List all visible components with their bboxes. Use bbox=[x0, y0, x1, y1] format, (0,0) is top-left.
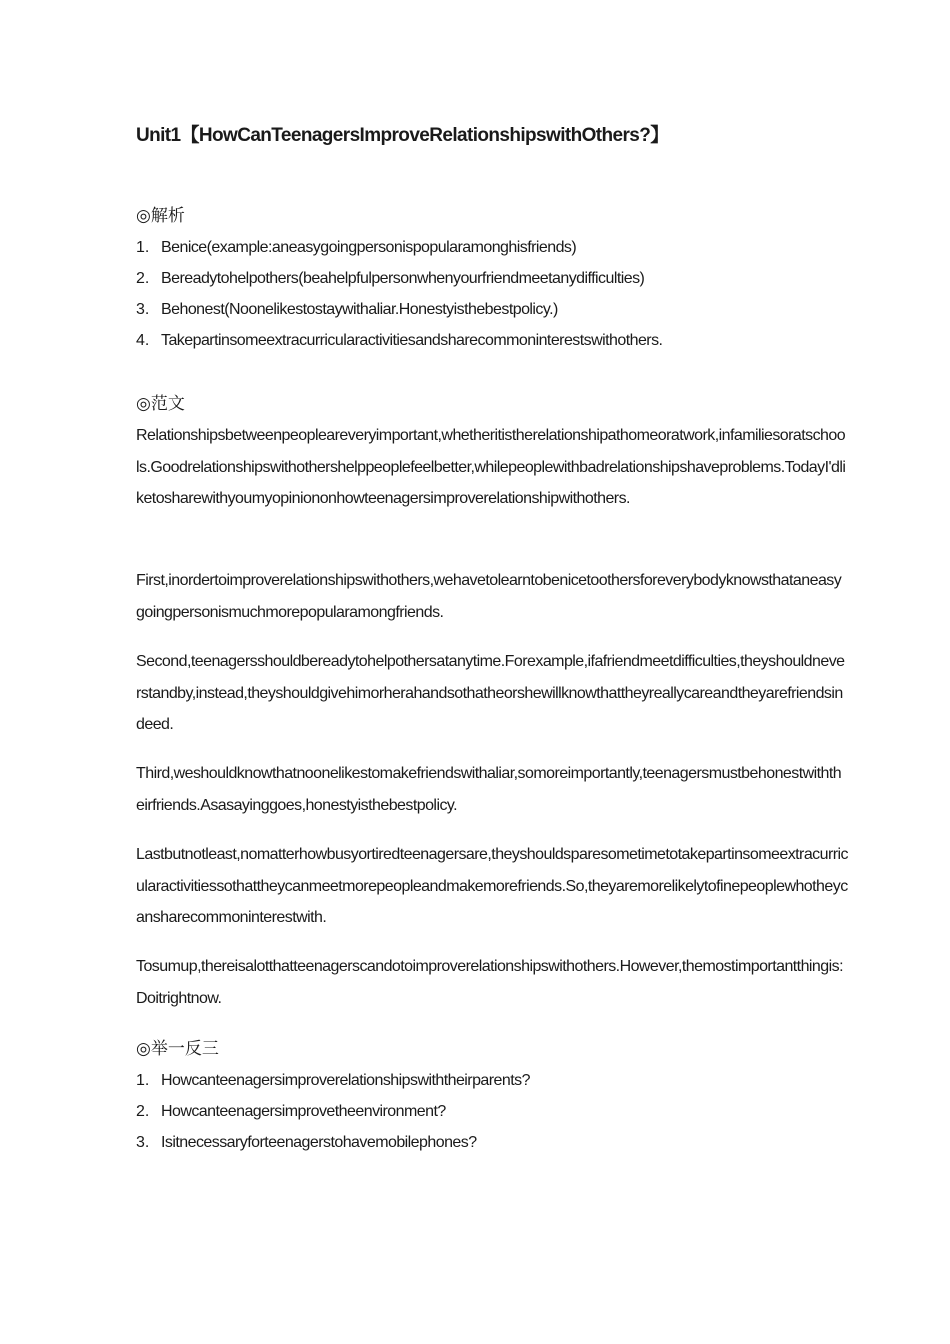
analysis-list bbox=[136, 232, 662, 356]
list-text: Benice(example:aneasygoingpersonispopularamonghisfriends) bbox=[161, 239, 577, 256]
list-text: Howcanteenagersimprovetheenvironment? bbox=[161, 1103, 446, 1120]
practice-list bbox=[136, 1065, 530, 1158]
list-number: 1. bbox=[136, 1072, 150, 1089]
list-number: 2. bbox=[136, 270, 150, 287]
list-text: Takepartinsomeextracurricularactivitiesandsharecommoninterestswithothers. bbox=[161, 332, 663, 349]
practice-heading: ◎举一反三 bbox=[136, 1039, 219, 1059]
essay-paragraph: Second,teenagersshouldbereadytohelpothersatanytime.Forexample,ifafriendmeetdifficulties,theyshouldneverstandby,instead,theyshouldgivehimorherahandsothatheorshewillknowthattheyreallycareandtheyarefriendsindeed. bbox=[136, 653, 845, 733]
list-text: Howcanteenagersimproverelationshipswiththeirparents? bbox=[161, 1072, 530, 1089]
essay-heading: ◎范文 bbox=[136, 394, 185, 414]
list-number: 3. bbox=[136, 1134, 150, 1151]
essay-paragraph: Tosumup,thereisalotthatteenagerscandotoimproverelationshipswithothers.However,themostimportantthingis:Doitrightnow. bbox=[136, 958, 843, 1007]
essay-paragraph: Lastbutnotleast,nomatterhowbusyortiredteenagersare,theyshouldsparesometimetotakepartinsomeextracurricularactivitiessothattheycanmeetmorepeopleandmakemorefriends.So,theyaremorelikelytofinepeoplewhotheycansharecommoninterestwith. bbox=[136, 846, 848, 926]
list-text: Behonest(Noonelikestostaywithaliar.Honestyisthebestpolicy.) bbox=[161, 301, 558, 318]
list-item bbox=[136, 263, 662, 294]
list-item bbox=[136, 294, 662, 325]
essay-paragraph: Relationshipsbetweenpeopleareveryimportant,whetheritistherelationshipathomeoratwork,infamiliesoratschools.Goodrelationshipswithothershelppeoplefeelbetter,whilepeoplewithbadrelationshipshaveproblems.TodayI'dliketosharewithyoumyopiniononhowteenagersimproverelationshipwithothers. bbox=[136, 427, 846, 507]
page-title: Unit1【HowCanTeenagersImproveRelationshipswithOthers?】 bbox=[136, 125, 669, 146]
list-text: Bereadytohelpothers(beahelpfulpersonwhenyourfriendmeetanydifficulties) bbox=[161, 270, 645, 287]
essay-paragraph: Third,weshouldknowthatnoonelikestomakefriendswithaliar,somoreimportantly,teenagersmustbehonestwiththeirfriends.Asasayinggoes,honestyisthebestpolicy. bbox=[136, 765, 842, 814]
essay-paragraph: First,inordertoimproverelationshipswithothers,wehavetolearntobenicetoothersforeverybodyknowsthataneasygoingpersonismuchmorepopularamongfriends. bbox=[136, 572, 842, 621]
list-text: Isitnecessaryforteenagerstohavemobilephones? bbox=[161, 1134, 477, 1151]
list-number: 1. bbox=[136, 239, 150, 256]
list-item bbox=[136, 232, 662, 263]
list-item bbox=[136, 1096, 530, 1127]
list-number: 3. bbox=[136, 301, 150, 318]
list-number: 2. bbox=[136, 1103, 150, 1120]
list-item bbox=[136, 1065, 530, 1096]
list-number: 4. bbox=[136, 332, 150, 349]
list-item bbox=[136, 325, 662, 356]
list-item bbox=[136, 1127, 530, 1158]
analysis-heading: ◎解析 bbox=[136, 206, 185, 226]
